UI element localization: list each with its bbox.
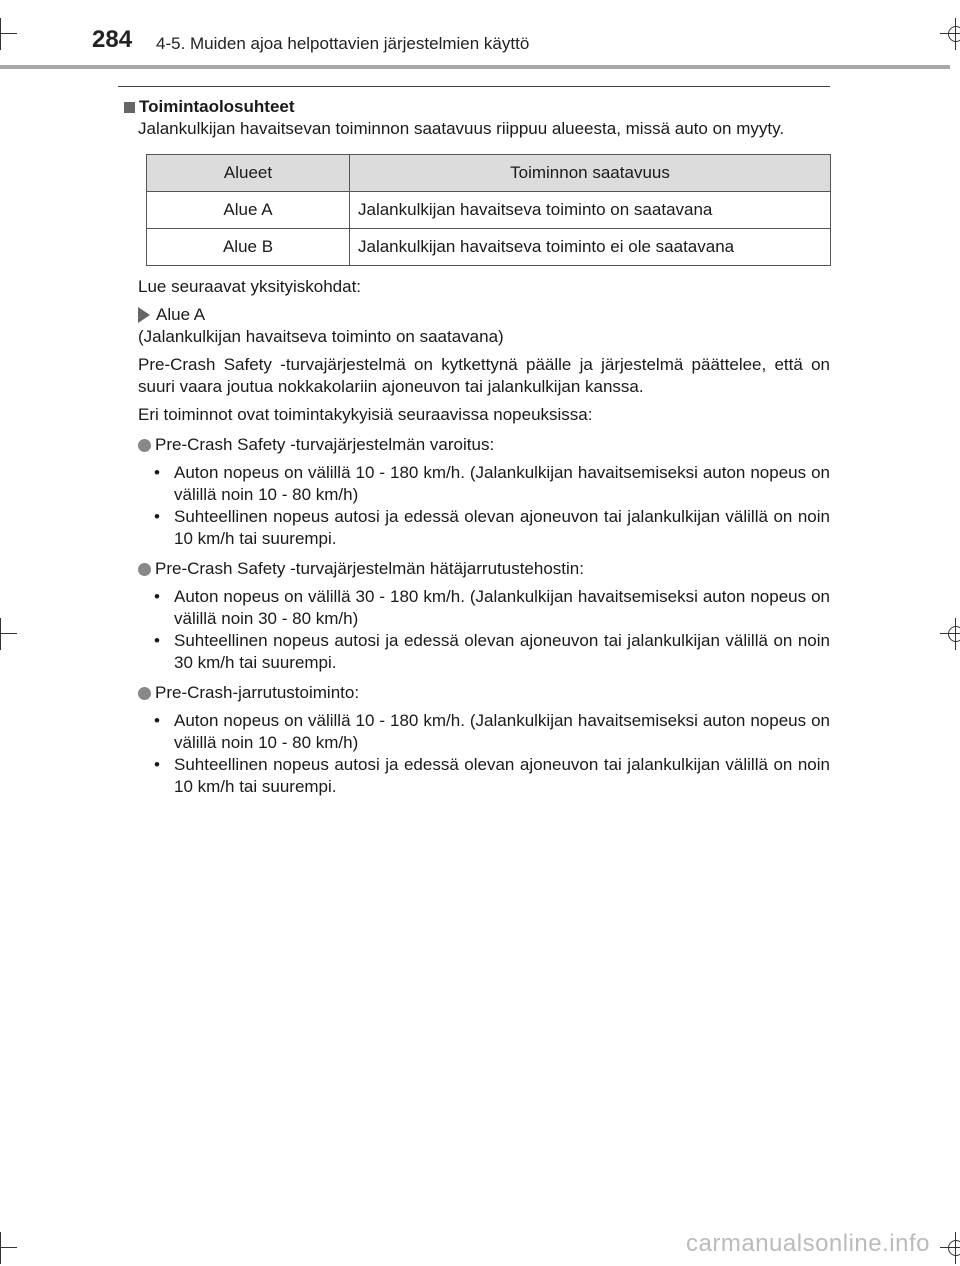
- registration-mark-icon: [940, 618, 960, 650]
- registration-mark-icon: [940, 18, 960, 50]
- table-cell-area: Alue B: [147, 229, 350, 266]
- list-item: [138, 462, 830, 506]
- list-item-text: Suhteellinen nopeus autosi ja edessä olevan ajoneuvon tai jalankulkijan välillä on noin 10 km/h tai suurempi.: [174, 755, 830, 796]
- table-header-row: [147, 155, 831, 192]
- paragraph: Pre-Crash Safety -turvajärjestelmä on kytkettynä päälle ja järjestelmä päättelee, että on suuri vaara joutua nokkakolariin ajoneuvon tai jalankulkijan kanssa.: [138, 355, 830, 396]
- table-header-cell: Toiminnon saatavuus: [350, 155, 831, 192]
- function-title: Pre-Crash-jarrutustoiminto:: [155, 683, 360, 702]
- section-heading: [124, 96, 830, 118]
- table-row: [147, 192, 831, 229]
- header-rule: [0, 65, 950, 69]
- table-header-cell: Alueet: [147, 155, 350, 192]
- crop-mark-icon: [0, 18, 17, 50]
- area-a-item: [138, 304, 830, 326]
- table-cell-availability: Jalankulkijan havaitseva toiminto on saatavana: [350, 192, 831, 229]
- table-cell-availability: Jalankulkijan havaitseva toiminto ei ole saatavana: [350, 229, 831, 266]
- bullet-icon: •: [154, 463, 160, 482]
- function-heading: [138, 558, 830, 580]
- area-a-subtitle: (Jalankulkijan havaitseva toiminto on saatavana): [138, 327, 504, 346]
- crop-mark-icon: [0, 618, 17, 650]
- page-number: 284: [92, 26, 133, 53]
- list-item-text: Suhteellinen nopeus autosi ja edessä olevan ajoneuvon tai jalankulkijan välillä on noin 10 km/h tai suurempi.: [174, 507, 830, 548]
- list-item-text: Auton nopeus on välillä 10 - 180 km/h. (Jalankulkijan havaitsemiseksi auton nopeus on välillä noin 10 - 80 km/h): [174, 463, 830, 504]
- page-content: [124, 96, 830, 798]
- area-a-title: Alue A: [156, 305, 206, 324]
- circle-bullet-icon: [138, 687, 151, 700]
- square-bullet-icon: [124, 102, 135, 113]
- list-item-text: Auton nopeus on välillä 10 - 180 km/h. (Jalankulkijan havaitsemiseksi auton nopeus on välillä noin 10 - 80 km/h): [174, 711, 830, 752]
- bullet-list: [138, 462, 830, 550]
- function-heading: [138, 682, 830, 704]
- bullet-list: [138, 710, 830, 798]
- triangle-arrow-icon: [138, 307, 150, 323]
- circle-bullet-icon: [138, 563, 151, 576]
- paragraph: Eri toiminnot ovat toimintakykyisiä seuraavissa nopeuksissa:: [138, 405, 593, 424]
- function-heading: [138, 434, 830, 456]
- bullet-icon: •: [154, 587, 160, 606]
- bullet-icon: •: [154, 755, 160, 774]
- list-item: [138, 506, 830, 550]
- list-item: [138, 710, 830, 754]
- list-item-text: Auton nopeus on välillä 30 - 180 km/h. (Jalankulkijan havaitsemiseksi auton nopeus on välillä noin 30 - 80 km/h): [174, 587, 830, 628]
- list-item: [138, 754, 830, 798]
- table-cell-area: Alue A: [147, 192, 350, 229]
- availability-table: [146, 154, 831, 266]
- bullet-list: [138, 586, 830, 674]
- section-rule: [118, 86, 830, 87]
- chapter-title: 4-5. Muiden ajoa helpottavien järjestelmien käyttö: [156, 34, 530, 53]
- crop-mark-icon: [0, 1232, 17, 1264]
- section-heading-text: Toimintaolosuhteet: [139, 97, 295, 116]
- bullet-icon: •: [154, 507, 160, 526]
- function-title: Pre-Crash Safety -turvajärjestelmän hätäjarrutustehostin:: [155, 559, 584, 578]
- watermark: carmanualsonline.info: [686, 1230, 930, 1257]
- list-item: [138, 630, 830, 674]
- list-item: [138, 586, 830, 630]
- bullet-icon: •: [154, 631, 160, 650]
- circle-bullet-icon: [138, 439, 151, 452]
- function-group: [138, 434, 830, 798]
- bullet-icon: •: [154, 711, 160, 730]
- function-title: Pre-Crash Safety -turvajärjestelmän varoitus:: [155, 435, 495, 454]
- table-row: [147, 229, 831, 266]
- intro-paragraph: Jalankulkijan havaitsevan toiminnon saatavuus riippuu alueesta, missä auto on myyty.: [138, 119, 785, 138]
- registration-mark-icon: [940, 1232, 960, 1264]
- page-header: [0, 0, 960, 70]
- details-intro: Lue seuraavat yksityiskohdat:: [138, 277, 362, 296]
- list-item-text: Suhteellinen nopeus autosi ja edessä olevan ajoneuvon tai jalankulkijan välillä on noin 30 km/h tai suurempi.: [174, 631, 830, 672]
